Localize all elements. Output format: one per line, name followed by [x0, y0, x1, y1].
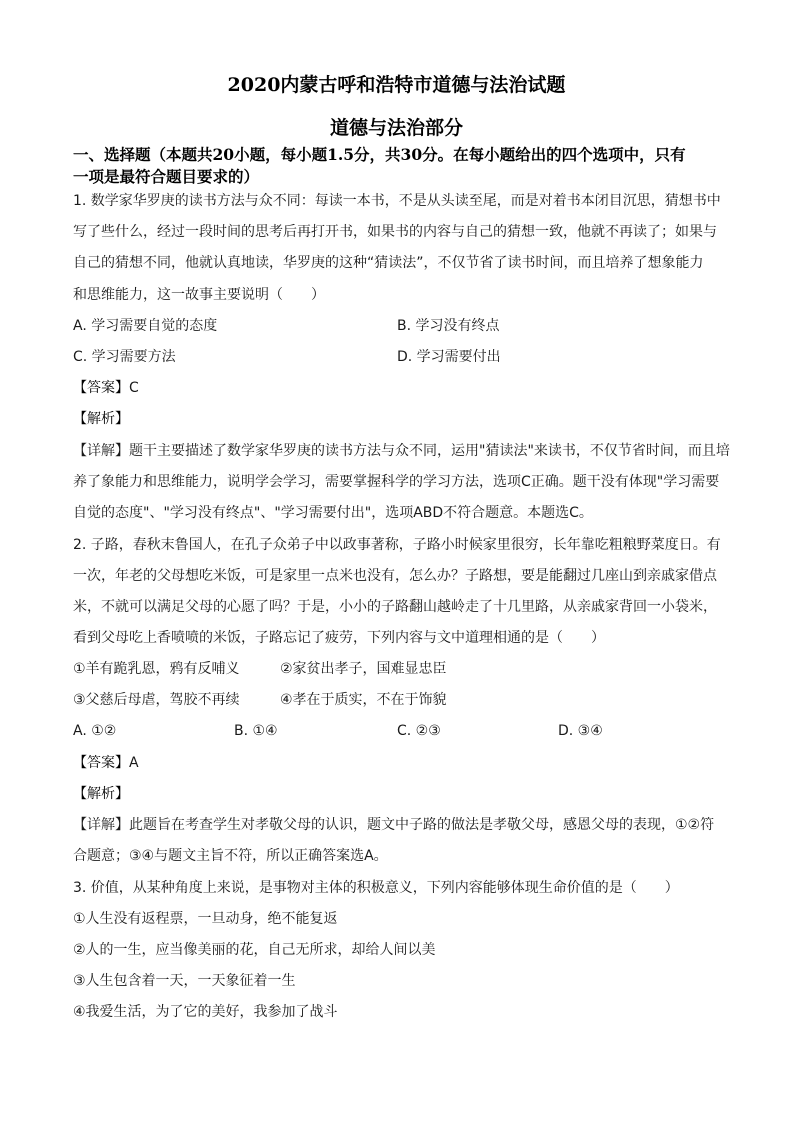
- q2-statement-1: ①羊有跪乳恩，鸦有反哺义: [73, 661, 240, 677]
- q2-statement-3: ③父慈后母虐，驾胶不再续: [73, 692, 240, 708]
- q1-option-a: A. 学习需要自觉的态度: [73, 318, 218, 334]
- q1-detail-line-1: 【详解】题干主要描述了数学家华罗庚的读书方法与众不同，运用"猜读法"来读书，不仅节省时间，而且培: [73, 443, 730, 459]
- section-heading-line-2: 一项是最符合题目要求的）: [73, 167, 260, 186]
- q1-answer-tag: 【答案】: [73, 380, 129, 396]
- q1-answer-value: C: [129, 380, 139, 396]
- q3-statement-3: ③人生包含着一天，一天象征着一生: [73, 973, 296, 989]
- q2-detail-line-2: 合题意；③④与题文主旨不符，所以正确答案选A。: [73, 848, 388, 864]
- q2-stem-line-4: 看到父母吃上香喷喷的米饭，子路忘记了疲劳，下列内容与文中道理相通的是（ ）: [73, 630, 605, 646]
- q3-stem: 3. 价值，从某种角度上来说，是事物对主体的积极意义，下列内容能够体现生命价值的是（ ）: [73, 880, 679, 896]
- q1-detail-line-3: 自觉的态度"、"学习没有终点"、"学习需要付出"，选项ABD不符合题意。本题选C。: [73, 505, 593, 521]
- q1-stem-line-3: 自己的猜想不同，他就认真地读，华罗庚的这种“猜读法”，不仅节省了读书时间，而且培养了想象能力: [73, 255, 704, 271]
- section-heading-line-1: 一、选择题（本题共20小题，每小题1.5分，共30分。在每小题给出的四个选项中，只有: [73, 145, 686, 164]
- q1-stem-line-1: 1. 数学家华罗庚的读书方法与众不同：每读一本书，不是从头读至尾，而是对着书本闭目沉思，猜想书中: [73, 193, 721, 209]
- q2-answer-tag: 【答案】: [73, 755, 129, 771]
- q2-option-d: D. ③④: [558, 723, 603, 739]
- q1-analysis-tag: 【解析】: [73, 411, 129, 427]
- q2-statement-4: ④孝在于质实，不在于饰貌: [280, 692, 447, 708]
- q2-option-c: C. ②③: [397, 723, 441, 739]
- q3-statement-4: ④我爱生活，为了它的美好，我参加了战斗: [73, 1004, 338, 1020]
- part-title: 道德与法治部分: [329, 117, 463, 139]
- q2-statement-2: ②家贫出孝子，国难显忠臣: [280, 661, 447, 677]
- q1-answer: [73, 379, 139, 397]
- q1-option-b: B. 学习没有终点: [397, 318, 500, 334]
- q1-option-d: D. 学习需要付出: [397, 349, 501, 365]
- q3-statement-2: ②人的一生，应当像美丽的花，自己无所求，却给人间以美: [73, 942, 436, 958]
- q2-stem-line-2: 一次，年老的父母想吃米饭，可是家里一点米也没有，怎么办？子路想，要是能翻过几座山到亲戚家借点: [73, 568, 717, 584]
- q2-option-a: A. ①②: [73, 723, 117, 739]
- q2-analysis-tag: 【解析】: [73, 786, 129, 802]
- q2-answer: [73, 754, 139, 772]
- q2-detail-line-1: 【详解】此题旨在考查学生对孝敬父母的认识，题文中子路的做法是孝敬父母，感恩父母的表现，①②符: [73, 817, 715, 833]
- q3-statement-1: ①人生没有返程票，一旦动身，绝不能复返: [73, 911, 338, 927]
- q1-stem-line-2: 写了些什么，经过一段时间的思考后再打开书，如果书的内容与自己的猜想一致，他就不再读了；如果与: [73, 224, 717, 240]
- q1-detail-line-2: 养了象能力和思维能力，说明学会学习，需要掌握科学的学习方法，选项C正确。题干没有体现"学习需要: [73, 474, 720, 490]
- document-title: 2020内蒙古呼和浩特市道德与法治试题: [227, 74, 566, 96]
- q2-option-b: B. ①④: [234, 723, 278, 739]
- q2-stem-line-1: 2. 子路，春秋末鲁国人，在孔子众弟子中以政事著称，子路小时候家里很穷，长年靠吃粗粮野菜度日。有: [73, 537, 721, 553]
- q2-stem-line-3: 米，不就可以满足父母的心愿了吗？于是，小小的子路翻山越岭走了十几里路，从亲戚家背回一小袋米，: [73, 599, 717, 615]
- q2-answer-value: A: [129, 755, 139, 771]
- q1-stem-line-4: 和思维能力，这一故事主要说明（ ）: [73, 287, 325, 303]
- q1-option-c: C. 学习需要方法: [73, 349, 176, 365]
